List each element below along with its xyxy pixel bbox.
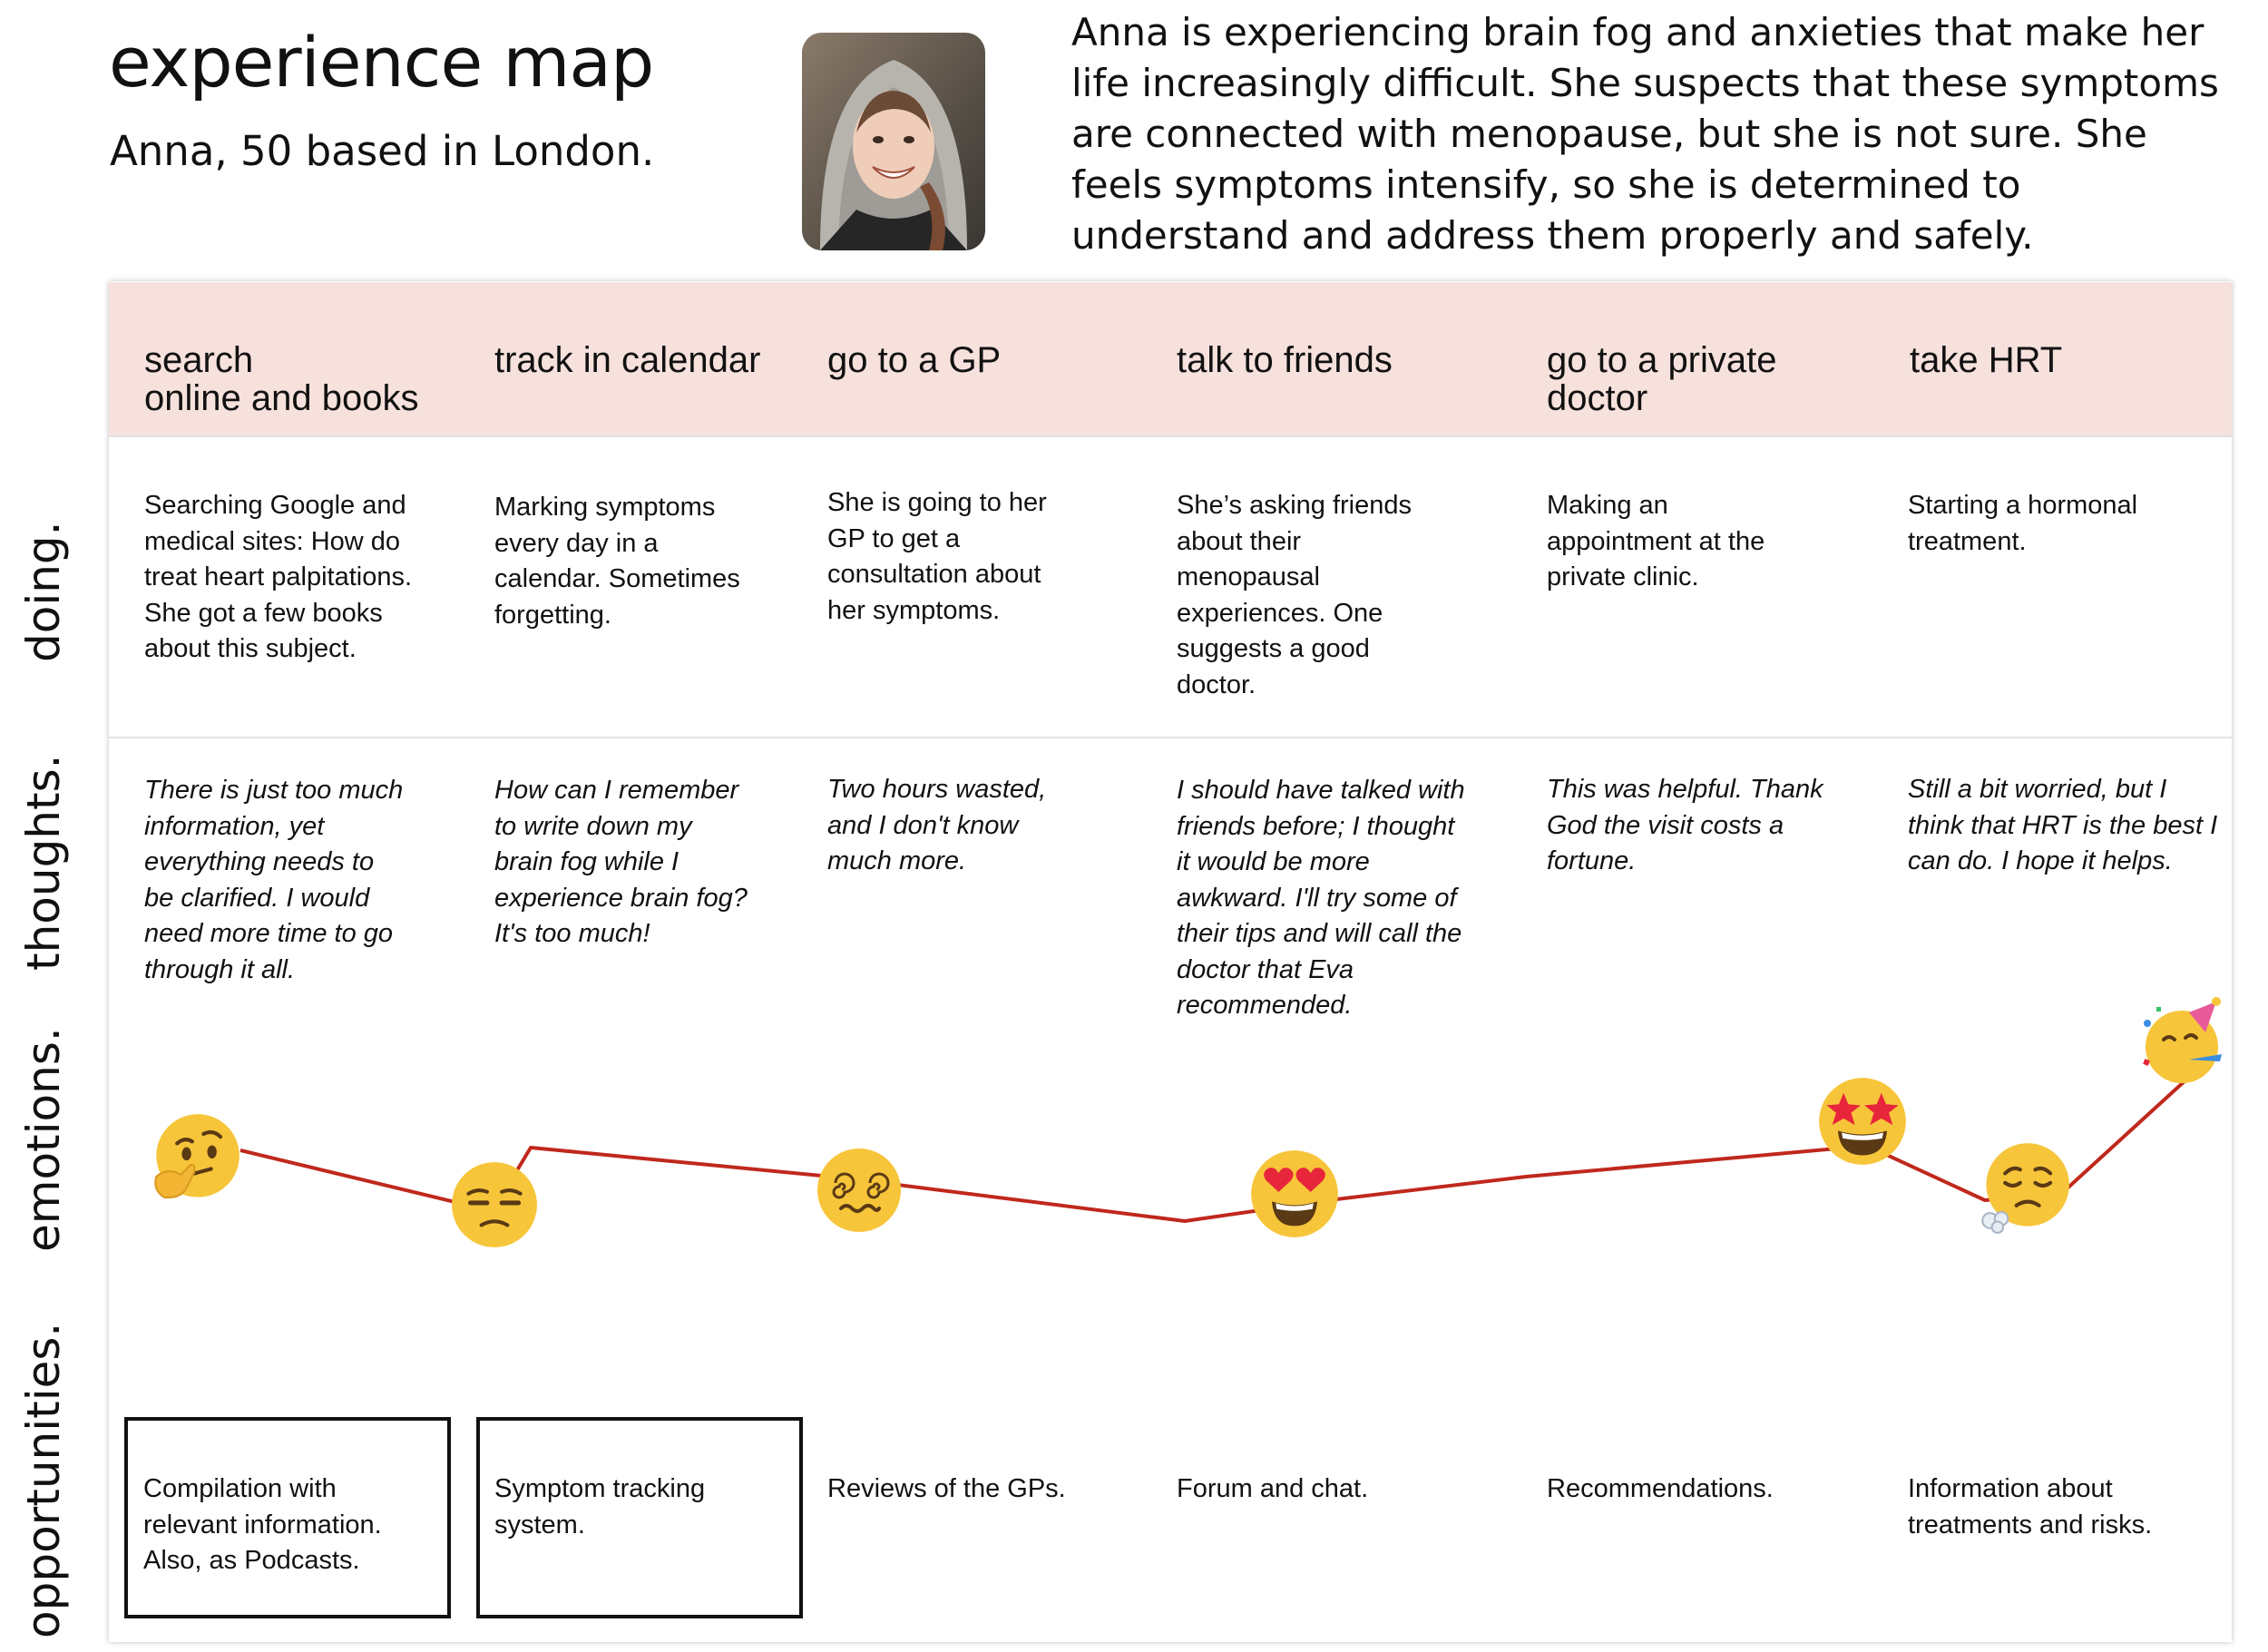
thought-text: This was helpful. Thank God the visit costs a fortune. xyxy=(1547,775,1823,875)
face-exhaling-icon xyxy=(1977,1139,2071,1238)
page-title: experience map xyxy=(109,22,654,103)
thought-text: I should have talked with friends before; I thought it would be more awkward. I'll try some of their tips and will call the doctor that Eva recommended. xyxy=(1177,776,1465,1020)
stage-title: search online and books xyxy=(144,340,419,418)
stage-title: take HRT xyxy=(1910,340,2063,380)
opportunity-text: Compilation with relevant information. Also, as Podcasts. xyxy=(143,1474,382,1575)
heart-eyes-face-icon xyxy=(1247,1147,1342,1246)
row-label-emotions: emotions. xyxy=(17,1027,70,1252)
doing-text: Making an appointment at the private clinic. xyxy=(1547,491,1765,591)
thought-text: Still a bit worried, but I think that HRT is the best I can do. I hope it helps. xyxy=(1908,775,2218,875)
doing-text: Starting a hormonal treatment. xyxy=(1908,491,2138,556)
doing-text: She’s asking friends about their menopausal experiences. One suggests a good doctor. xyxy=(1177,491,1413,699)
opportunity-text: Forum and chat. xyxy=(1177,1474,1369,1503)
opportunity-text: Symptom tracking system. xyxy=(494,1474,706,1540)
thought-text: How can I remember to write down my brain fog while I experience brain fog? It's too much! xyxy=(494,776,748,948)
persona-subtitle: Anna, 50 based in London. xyxy=(110,127,655,175)
unamused-face-icon xyxy=(448,1158,541,1256)
stage-title: track in calendar xyxy=(494,340,761,380)
thought-text: Two hours wasted, and I don't know much more. xyxy=(827,775,1047,875)
opportunity-text: Recommendations. xyxy=(1547,1474,1774,1503)
thinking-face-icon xyxy=(149,1110,243,1209)
doing-text: Searching Google and medical sites: How do treat heart palpitations. She got a few books about this subject. xyxy=(144,491,413,663)
dizzy-face-icon xyxy=(814,1145,904,1240)
stage-title: talk to friends xyxy=(1177,340,1393,380)
partying-face-icon xyxy=(2138,996,2229,1091)
row-label-thoughts: thoughts. xyxy=(17,754,70,971)
thought-text: There is just too much information, yet everything needs to be clarified. I would need more time to go through it all. xyxy=(144,776,404,984)
star-struck-face-icon xyxy=(1815,1074,1910,1173)
persona-intro: Anna is experiencing brain fog and anxieties that make her life increasingly difficult. She suspects that these symptoms are connected with menopause, but she is not sure. She feels symptoms intensify, so she is determined to understand and address them properly and safely. xyxy=(1071,10,2219,258)
row-label-opportunities: opportunities. xyxy=(17,1322,70,1638)
stage-title: go to a private doctor xyxy=(1547,340,1777,418)
opportunity-text: Reviews of the GPs. xyxy=(827,1474,1066,1503)
doing-text: She is going to her GP to get a consultation about her symptoms. xyxy=(827,488,1047,625)
row-label-doing: doing. xyxy=(17,521,70,662)
doing-text: Marking symptoms every day in a calendar. Sometimes forgetting. xyxy=(494,493,740,630)
stage-title: go to a GP xyxy=(827,340,1002,380)
opportunity-text: Information about treatments and risks. xyxy=(1908,1474,2153,1540)
